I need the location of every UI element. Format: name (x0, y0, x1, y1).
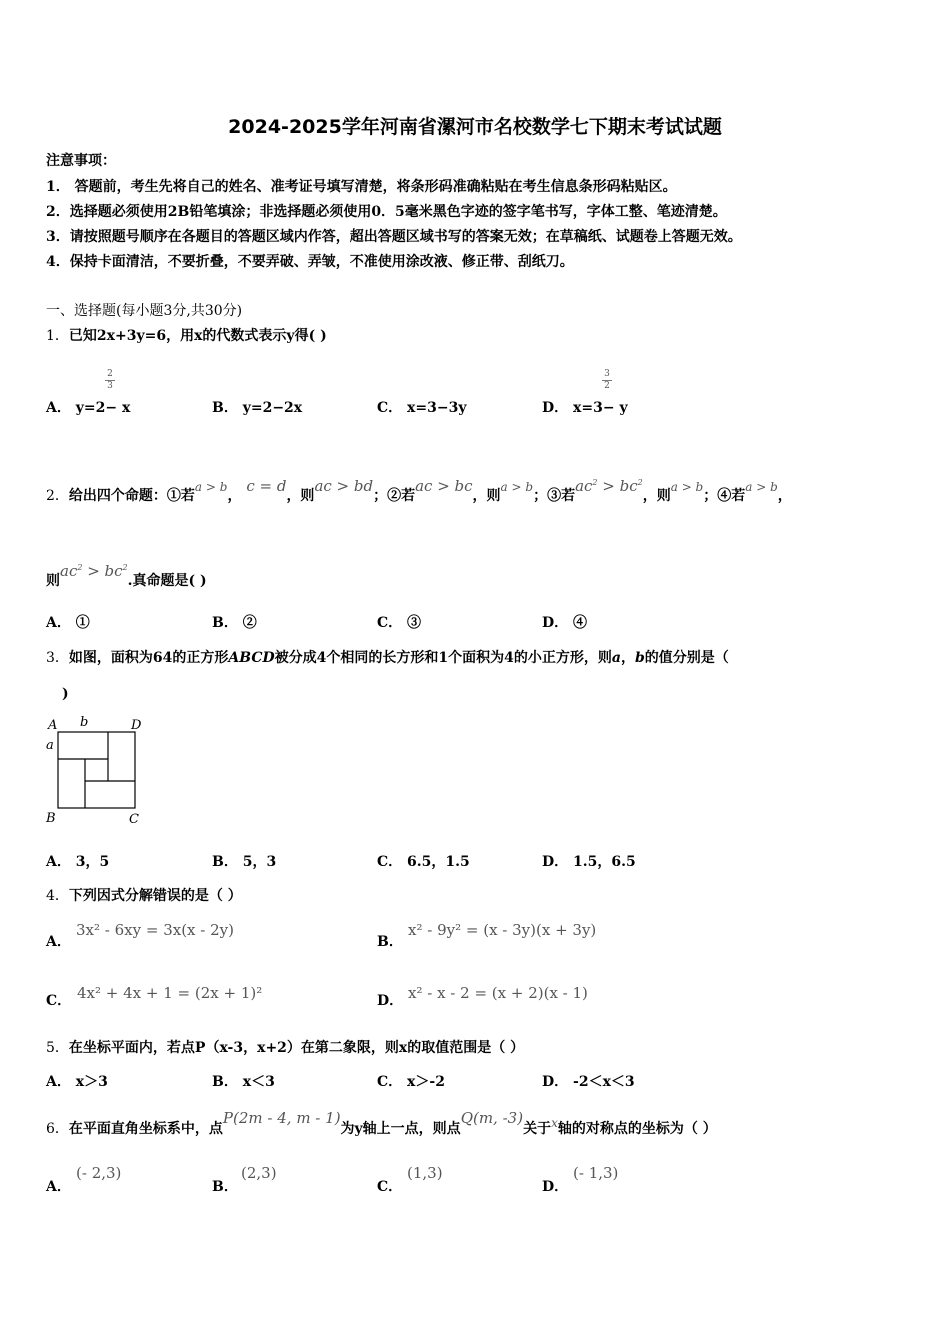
label-D: D (131, 718, 142, 733)
option-c[interactable]: C． x＞-2 (377, 1074, 445, 1090)
question-text: 给出四个命题：①若 (68, 488, 195, 504)
option-b[interactable]: B． (212, 1179, 238, 1195)
math-expr: x² - 9y² = (x - 3y)(x + 3y) (408, 921, 597, 939)
denominator: 2 (604, 381, 610, 391)
math-expr: (- 2,3) (76, 1164, 122, 1182)
math-expr: a > b (745, 480, 778, 494)
square-figure (42, 710, 152, 830)
option-a[interactable]: A． ① (46, 615, 90, 631)
option-c[interactable]: C． x=3−3y (377, 400, 467, 416)
question-5 (46, 1039, 524, 1057)
notice-item: 1． 答题前，考生先将自己的姓名、准考证号填写清楚，将条形码准确粘贴在考生信息条形码粘贴区。 (46, 179, 677, 195)
option-a[interactable]: A． x＞3 (46, 1074, 108, 1090)
label-A: A (48, 718, 58, 733)
math-expr: (1,3) (407, 1164, 443, 1182)
label-C: C (129, 812, 139, 827)
option-d[interactable]: D． ④ (542, 615, 588, 631)
math-expr: $ac^2 > bc^2$ (575, 477, 643, 495)
math-expr: P(2m - 4, m - 1) (222, 1109, 341, 1127)
math-expr: a > b (194, 480, 228, 494)
notice-item: 2．选择题必须使用2B铅笔填涂；非选择题必须使用0．5毫米黑色字迹的签字笔书写，字体工整、笔迹清楚。 (46, 204, 727, 220)
outer-square (58, 732, 135, 808)
page-title: 2024-2025学年河南省漯河市名校数学七下期末考试试题 (228, 116, 722, 138)
label-a: a (46, 738, 54, 753)
notice-item: 3．请按照题号顺序在各题目的答题区域内作答，超出答题区域书写的答案无效；在草稿纸、试题卷上答题无效。 (46, 229, 742, 245)
question-number: 2． (46, 488, 69, 504)
section-heading: 一、选择题(每小题3分,共30分) (46, 303, 243, 319)
option-c[interactable]: C． 6.5，1.5 (377, 854, 470, 870)
math-expr: c = d (246, 477, 287, 495)
question-number: 4． (46, 888, 69, 904)
option-d[interactable]: D． x=3− y (542, 400, 628, 416)
math-expr: (- 1,3) (573, 1164, 619, 1182)
math-expr: Q(m, -3) (460, 1109, 524, 1127)
question-text: 已知2x+3y=6，用x的代数式表示y得( ) (68, 328, 327, 344)
option-d[interactable]: D． 1.5，6.5 (542, 854, 636, 870)
option-b[interactable]: B． (377, 934, 403, 950)
numerator: 2 (107, 369, 113, 379)
notice-heading: 注意事项： (46, 153, 116, 169)
denominator: 3 (107, 381, 113, 391)
option-c[interactable]: C． ③ (377, 615, 422, 631)
option-a[interactable]: A． (46, 1179, 71, 1195)
option-d[interactable]: D． -2＜x＜3 (542, 1074, 635, 1090)
question-number: 6． (46, 1121, 69, 1137)
option-a[interactable]: A． 3，5 (46, 854, 110, 870)
math-expr: $ac^2 > bc^2$ (60, 562, 128, 580)
question-number: 3． (46, 650, 69, 666)
option-a[interactable]: A． (46, 934, 71, 950)
numerator: 3 (604, 369, 610, 379)
math-expr: (2,3) (241, 1164, 277, 1182)
question-3-close: ) (62, 686, 69, 702)
math-expr: ac > bc (415, 477, 473, 495)
question-1 (46, 327, 327, 345)
question-6: 6．在平面直角坐标系中，点P(2m - 4, m - 1)为y轴上一点，则点Q(m, -3)关于x轴的对称点的坐标为（ ） (46, 1109, 717, 1137)
option-a[interactable]: A． y=2− x (46, 400, 131, 416)
math-expr: x (551, 1116, 558, 1130)
math-expr: 4x² + 4x + 1 = (2x + 1)² (77, 984, 263, 1002)
option-b[interactable]: B． x＜3 (212, 1074, 275, 1090)
label-b: b (80, 715, 89, 730)
option-b[interactable]: B． ② (212, 615, 257, 631)
question-number: 5． (46, 1040, 69, 1056)
math-expr: ac > bd (314, 477, 374, 495)
math-expr: ABCD (228, 650, 275, 666)
math-expr: a > b (670, 480, 704, 494)
option-b[interactable]: B． 5，3 (212, 854, 277, 870)
question-text: 在坐标平面内，若点P（x-3，x+2）在第二象限，则x的取值范围是（ ） (68, 1040, 525, 1056)
notice-item: 4．保持卡面清洁，不要折叠，不要弄破、弄皱，不准使用涂改液、修正带、刮纸刀。 (46, 254, 574, 270)
option-c[interactable]: C． (46, 993, 72, 1009)
label-B: B (46, 811, 56, 826)
question-2-cont: 则$ac^2 > bc^2$.真命题是( ) (46, 562, 207, 589)
option-c[interactable]: C． (377, 1179, 403, 1195)
option-d[interactable]: D． (377, 993, 404, 1009)
question-3: 3．如图，面积为64的正方形ABCD被分成4个相同的长方形和1个面积为4的小正方形，则a，b的值分别是（ (46, 650, 729, 666)
question-text: 下列因式分解错误的是（ ） (68, 888, 242, 904)
option-d[interactable]: D． (542, 1179, 569, 1195)
question-4 (46, 887, 242, 905)
fraction (105, 370, 115, 391)
fraction (602, 370, 612, 391)
math-expr: x² - x - 2 = (x + 2)(x - 1) (408, 984, 588, 1002)
math-expr: a > b (500, 480, 534, 494)
question-2: 2．给出四个命题：①若a > b， c = d，则ac > bd；②若ac > bc，则a > b；③若$ac^2 > bc^2$，则a > b；④若a > b， (46, 477, 792, 504)
option-b[interactable]: B． y=2−2x (212, 400, 303, 416)
question-number: 1． (46, 328, 69, 344)
math-expr: 3x² - 6xy = 3x(x - 2y) (76, 921, 234, 939)
